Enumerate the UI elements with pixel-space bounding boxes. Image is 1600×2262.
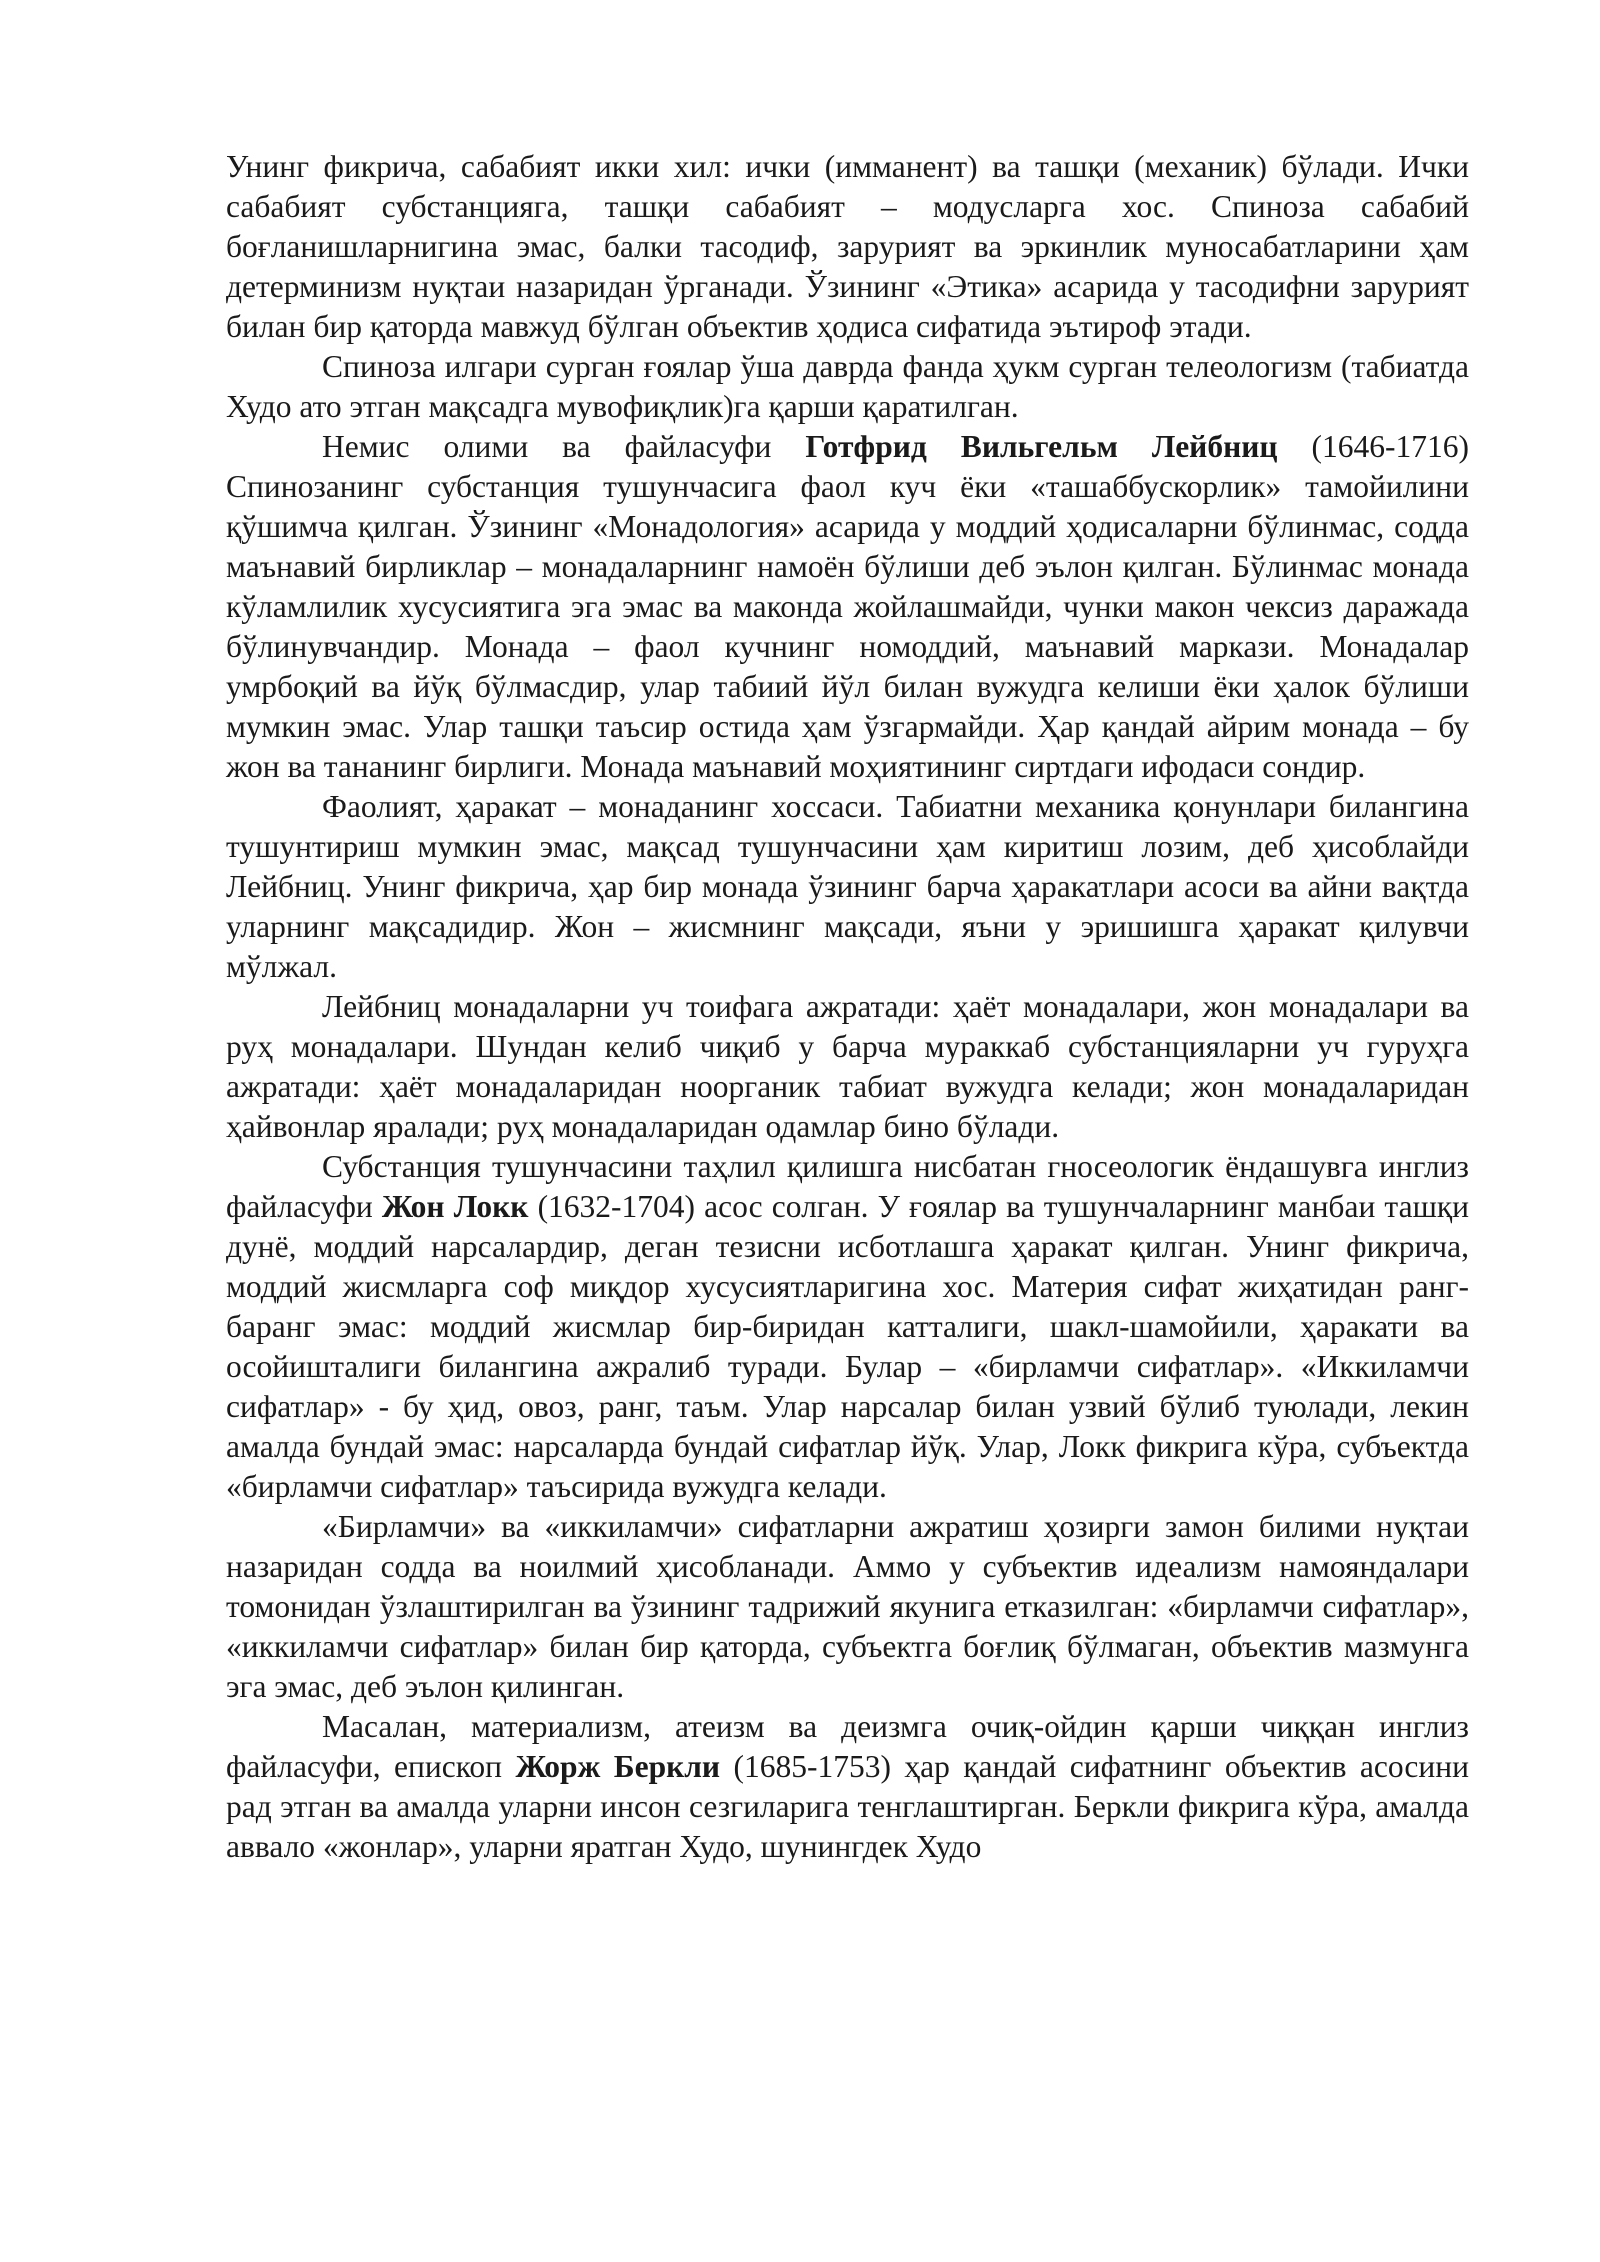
paragraph-monad-activity bbox=[226, 787, 1469, 987]
paragraph-text: (1632-1704) асос солган. У ғоялар ва тушунчаларнинг манбаи ташқи дунё, моддий нарсалардир, деган тезисни исботлашга ҳаракат қилган. Унинг фикрича, моддий жисмларга соф миқдор хусусиятларигина хос. Материя сифат жиҳатидан ранг-баранг эмас: моддий жисмлар бир-биридан катталиги, шакл-шамойили, ҳаракати ва осойишталиги билангина ажралиб туради. Булар – «бирламчи сифатлар». «Иккиламчи сифатлар» - бу ҳид, овоз, ранг, таъм. Улар нарсалар билан узвий бўлиб туюлади, лекин амалда бундай эмас: нарсаларда бундай сифатлар йўқ. Улар, Локк фикрига кўра, субъектда «бирламчи сифатлар» таъсирида вужудга келади. bbox=[226, 1189, 1469, 1504]
person-name-berkeley: Жорж Беркли bbox=[515, 1749, 721, 1784]
paragraph-spinoza-causality bbox=[226, 147, 1469, 347]
paragraph-text: Лейбниц монадаларни уч тоифага ажратади: ҳаёт монадалари, жон монадалари ва руҳ монадалари. Шундан келиб чиқиб у барча мураккаб субстанцияларни уч гуруҳга ажратади: ҳаёт монадаларидан ноорганик табиат вужудга келади; жон монадаларидан ҳайвонлар яралади; руҳ монадаларидан одамлар бино бўлади. bbox=[226, 989, 1469, 1144]
paragraph-text: (1685-1753) ҳар қандай сифатнинг объектив асосини рад этган ва амалда уларни инсон сезгиларига тенглаштирган. Беркли фикрига кўра, амалда аввало «жонлар», уларни яратган Худо, шунингдек Худо bbox=[226, 1749, 1469, 1864]
paragraph-text: Фаолият, ҳаракат – монаданинг хоссаси. Табиатни механика қонунлари билангина тушунтириш мумкин эмас, мақсад тушунчасини ҳам киритиш лозим, деб ҳисоблайди Лейбниц. Унинг фикрича, ҳар бир монада ўзининг барча ҳаракатлари асоси ва айни вақтда уларнинг мақсадидир. Жон – жисмнинг мақсади, яъни у эришишга ҳаракат қилувчи мўлжал. bbox=[226, 789, 1469, 984]
person-name-leibniz: Готфрид Вильгельм Лейбниц bbox=[805, 429, 1278, 464]
paragraph-text: «Бирламчи» ва «иккиламчи» сифатларни ажратиш ҳозирги замон билими нуқтаи назаридан содда ва ноилмий ҳисобланади. Аммо у субъектив идеализм намояндалари томонидан ўзлаштирилган ва ўзининг тадрижий якунига етказилган: «бирламчи сифатлар», «иккиламчи сифатлар» билан бир қаторда, субъектга боғлиқ бўлмаган, объектив мазмунга эга эмас, деб эълон қилинган. bbox=[226, 1509, 1469, 1704]
paragraph-text: Унинг фикрича, сабабият икки хил: ички (имманент) ва ташқи (механик) бўлади. Ички сабабият субстанцияга, ташқи сабабият – модусларга хос. Спиноза сабабий боғланишларнигина эмас, балки тасодиф, зарурият ва эркинлик муносабатларини ҳам детерминизм нуқтаи назаридан ўрганади. Ўзининг «Этика» асарида у тасодифни зарурият билан бир қаторда мавжуд бўлган объектив ҳодиса сифатида эътироф этади. bbox=[226, 149, 1469, 344]
paragraph-berkeley bbox=[226, 1707, 1469, 1867]
document-page bbox=[226, 147, 1469, 1867]
paragraph-text: (1646-1716) Спинозанинг субстанция тушунчасига фаол куч ёки «ташаббускорлик» тамойилини қўшимча қилган. Ўзининг «Монадология» асарида у моддий ҳодисаларни бўлинмас, содда маънавий бирликлар – монадаларнинг намоён бўлиши деб эълон қилган. Бўлинмас монада кўламлилик хусусиятига эга эмас ва маконда жойлашмайди, чунки макон чексиз даражада бўлинувчандир. Монада – фаол кучнинг номоддий, маънавий маркази. Монадалар умрбоқий ва йўқ бўлмасдир, улар табиий йўл билан вужудга келиши ёки ҳалок бўлиши мумкин эмас. Улар ташқи таъсир остида ҳам ўзгармайди. Ҳар қандай айрим монада – бу жон ва тананинг бирлиги. Монада маънавий моҳиятининг сиртдаги ифодаси сондир. bbox=[226, 429, 1469, 784]
paragraph-text: Спиноза илгари сурган ғоялар ўша даврда фанда ҳукм сурган телеологизм (табиатда Худо ато этган мақсадга мувофиқлик)га қарши қаратилган. bbox=[226, 349, 1469, 424]
paragraph-locke bbox=[226, 1147, 1469, 1507]
paragraph-text: Субстанция тушунчасини таҳлил қилишга нисбатан гносеологик ёндашувга инглиз файласуфи bbox=[226, 1149, 1469, 1224]
paragraph-text: Немис олими ва файласуфи bbox=[322, 429, 806, 464]
paragraph-leibniz-intro bbox=[226, 427, 1469, 787]
person-name-locke: Жон Локк bbox=[381, 1189, 529, 1224]
paragraph-qualities bbox=[226, 1507, 1469, 1707]
paragraph-monad-types bbox=[226, 987, 1469, 1147]
paragraph-spinoza-teleology bbox=[226, 347, 1469, 427]
paragraph-text: Масалан, материализм, атеизм ва деизмга очиқ-ойдин қарши чиққан инглиз файласуфи, епископ bbox=[226, 1709, 1469, 1784]
